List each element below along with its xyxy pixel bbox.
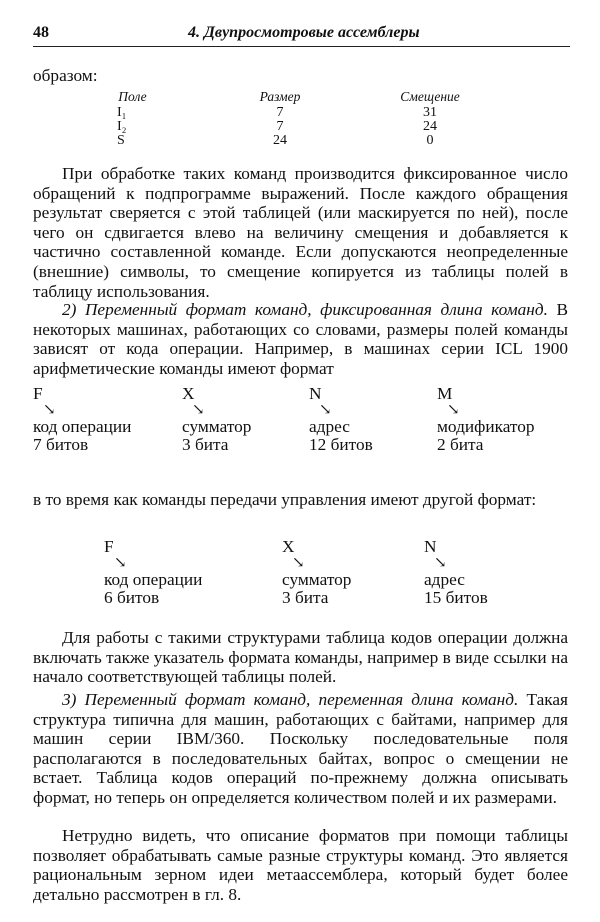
field-size: 2 бита [437,435,484,454]
format-1-field-m [437,385,535,454]
field-label: сумматор [182,417,252,436]
field-size: 3 бита [182,435,229,454]
paragraph-1: При обработке таких команд производится фиксированное число обращений к подпрограмме выражений. После каждого обращения результат сверяется с этой таблицей (или маскируется по ней), после чего он сдвигается влево на величину смещения и добавляется к частично составленной команде. Если допускаются неопределенные (внешние) символы, то смещение копируется из таблицы полей в таблицу использования. [33,164,568,301]
running-title: 4. Двупросмотровые ассемблеры [188,24,420,41]
format-2-field-n [424,538,488,607]
paragraph-5 [33,690,568,808]
field-label: код операции [33,417,132,436]
field-letter: M [437,384,453,403]
field-table [100,90,500,152]
arrow-icon: ↘ [114,555,127,571]
intro-word: образом: [33,66,98,85]
format-1-field-x [182,385,251,454]
table-cell: I₂ [117,119,127,134]
format-2-field-f [104,538,202,607]
field-label: модификатор [437,417,535,436]
paragraph-2 [33,300,568,378]
paragraph-5-body: Такая структура типична для машин, работающих с байтами, например для машин серии IBM/360. Поскольку последовательные поля располагаются в последовательных байтах, вопрос о смещении не встает. Таблица кодов операций по-прежнему должна описывать формат, но теперь он определяется количеством полей и их размерами. [33,690,568,807]
table-cell: 7 [276,119,284,134]
paragraph-2-body: В некоторых машинах, работающих со словами, размеры полей команды зависят от кода операции. Например, в машинах серии ICL 1900 арифметические команды имеют формат [33,300,568,378]
table-header-offset: Смещение [400,89,460,104]
arrow-icon: ↘ [319,402,332,418]
field-label: адрес [309,417,350,436]
field-size: 12 битов [309,435,373,454]
arrow-icon: ↘ [292,555,305,571]
table-cell: 7 [276,105,284,120]
paragraph-3: в то время как команды передачи управления имеют другой формат: [33,490,537,509]
arrow-icon: ↘ [192,402,205,418]
paragraph-5-heading: 3) Переменный формат команд, переменная длина команд. [62,690,519,709]
field-letter: F [104,537,114,556]
field-label: адрес [424,570,465,589]
field-letter: N [424,537,437,556]
table-cell: 0 [426,133,434,148]
field-label: сумматор [282,570,352,589]
arrow-icon: ↘ [447,402,460,418]
format-1-field-f [33,385,131,454]
paragraph-4: Для работы с такими структурами таблица кодов операции должна включать также указатель формата команды, например в виде ссылки на начало соответствующей таблицы полей. [33,628,568,687]
field-size: 3 бита [282,588,329,607]
table-cell: 31 [423,105,437,120]
table-header-field: Поле [118,89,147,104]
field-size: 7 битов [33,435,89,454]
arrow-icon: ↘ [434,555,447,571]
paragraph-2-heading: 2) Переменный формат команд, фиксированная длина команд. [62,300,548,319]
page-header [33,22,570,47]
field-size: 15 битов [424,588,488,607]
field-letter: X [282,537,295,556]
field-letter: X [182,384,195,403]
table-cell: 24 [273,133,287,148]
table-header-size: Размер [259,89,301,104]
field-label: код операции [104,570,203,589]
arrow-icon: ↘ [43,402,56,418]
paragraph-6: Нетрудно видеть, что описание форматов при помощи таблицы позволяет обрабатывать самые разные структуры команд. Это является рациональным зерном идеи метаассемблера, который будет более детально рассмотрен в гл. 8. [33,826,568,904]
format-2-field-x [282,538,351,607]
format-1-field-n [309,385,373,454]
table-cell: S [117,133,125,148]
field-size: 6 битов [104,588,160,607]
field-letter: N [309,384,322,403]
table-cell: 24 [423,119,437,134]
field-letter: F [33,384,43,403]
table-cell: I₁ [117,105,127,120]
page-number: 48 [33,24,49,41]
